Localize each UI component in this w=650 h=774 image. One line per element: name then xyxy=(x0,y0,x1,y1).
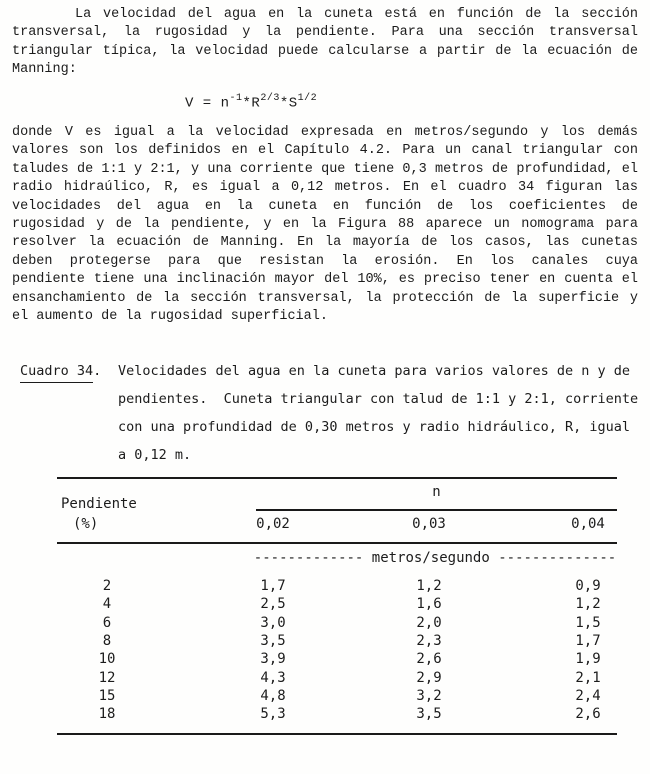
cell-n004: 1,2 xyxy=(575,596,601,612)
caption-line: a 0,12 m. xyxy=(118,447,192,463)
col-header-n004: 0,04 xyxy=(571,516,605,532)
cell-n003: 2,6 xyxy=(416,651,442,667)
text-line: Manning: xyxy=(12,62,77,78)
text-line: donde V es igual a la velocidad expresada en metros/segundo y los demás xyxy=(12,125,638,140)
cell-slope: 12 xyxy=(98,670,116,686)
formula-term: *R xyxy=(242,95,261,112)
text-line: triangular típica, la velocidad puede calcularse a partir de la ecuación de xyxy=(12,43,638,59)
table-header-rule xyxy=(57,542,617,544)
table-row xyxy=(57,632,617,650)
table-row xyxy=(57,595,617,613)
cell-n003: 2,9 xyxy=(416,670,442,686)
cell-n002: 2,5 xyxy=(260,596,286,612)
cell-n003: 2,0 xyxy=(416,615,442,631)
table-row xyxy=(57,669,617,687)
table-caption xyxy=(118,357,643,469)
caption-label-period: . xyxy=(93,363,102,379)
col-header-n002: 0,02 xyxy=(256,516,290,532)
formula-exponent: 2/3 xyxy=(260,93,280,104)
intro-paragraph xyxy=(12,6,638,80)
units-divider-line: ------------- metros/segundo -------------- xyxy=(253,550,617,566)
text-line: radio hidraúlico, R, es igual a 0,12 metros. En el cuadro 34 figuran las xyxy=(12,180,638,196)
n-group-header: n xyxy=(432,484,441,500)
manning-formula xyxy=(185,94,317,112)
text-line: taludes de 1:1 y 2:1, y una corriente que tiene 0,3 metros de profundidad, el xyxy=(12,161,638,177)
formula-exponent: -1 xyxy=(229,93,243,104)
table-row xyxy=(57,705,617,723)
text-line: deben protegerse para que resistan la erosión. En los canales cuya xyxy=(12,253,638,269)
cell-n002: 5,3 xyxy=(260,706,286,722)
cell-slope: 6 xyxy=(102,615,112,631)
cell-n004: 2,4 xyxy=(575,688,601,704)
caption-line: pendientes. Cuneta triangular con talud de 1:1 y 2:1, corriente xyxy=(118,391,639,407)
velocity-table xyxy=(57,470,617,750)
caption-line: con una profundidad de 0,30 metros y radio hidráulico, R, igual xyxy=(118,419,631,435)
table-caption-label xyxy=(20,357,101,385)
cell-n003: 3,2 xyxy=(416,688,442,704)
cell-n002: 4,8 xyxy=(260,688,286,704)
formula-exponent: 1/2 xyxy=(297,93,318,104)
caption-line: Velocidades del agua en la cuneta para varios valores de n y de xyxy=(118,363,631,379)
text-line: velocidades del agua en la cuneta en función de los coeficientes de xyxy=(12,198,638,214)
body-paragraph xyxy=(12,124,638,326)
formula-term: *S xyxy=(279,95,298,112)
cell-slope: 10 xyxy=(98,651,116,667)
row-header-unit: (%) xyxy=(73,516,99,532)
formula-term: V = n xyxy=(185,95,230,112)
text-line: resolver la ecuación de Manning. En la mayoría de los casos, las cunetas xyxy=(12,235,638,251)
cell-slope: 15 xyxy=(98,688,116,704)
table-row xyxy=(57,650,617,668)
cell-n002: 4,3 xyxy=(260,670,286,686)
n-group-rule xyxy=(256,509,617,511)
cell-n003: 2,3 xyxy=(416,633,442,649)
text-line: valores son los definidos en el Capítulo 4.2. Para un canal triangular con xyxy=(12,143,638,159)
table-row xyxy=(57,687,617,705)
cell-n003: 1,6 xyxy=(416,596,442,612)
text-line: ensanchamiento de la sección transversal, la protección de la superficie y xyxy=(12,290,638,306)
cell-n004: 1,9 xyxy=(575,651,601,667)
cell-slope: 18 xyxy=(98,706,116,722)
text-line: transversal, la rugosidad y la pendiente. Para una sección transversal xyxy=(12,25,638,41)
cell-n004: 1,7 xyxy=(575,633,601,649)
cell-n004: 2,1 xyxy=(575,670,601,686)
table-row xyxy=(57,614,617,632)
text-line: pendiente tiene una inclinación mayor del 10%, es preciso tener en cuenta el xyxy=(12,272,638,288)
cell-n003: 1,2 xyxy=(416,578,442,594)
row-header-label: Pendiente xyxy=(61,496,137,512)
cell-slope: 2 xyxy=(102,578,112,594)
caption-label-text: Cuadro 34 xyxy=(20,363,93,383)
cell-n003: 3,5 xyxy=(416,706,442,722)
cell-slope: 8 xyxy=(102,633,112,649)
cell-n002: 3,5 xyxy=(260,633,286,649)
text-line: La velocidad del agua en la cuneta está en función de la sección xyxy=(75,7,638,22)
cell-n002: 1,7 xyxy=(260,578,286,594)
table-top-rule xyxy=(57,477,617,479)
cell-n004: 0,9 xyxy=(575,578,601,594)
col-header-n003: 0,03 xyxy=(412,516,446,532)
text-line: el aumento de la rugosidad superficial. xyxy=(12,309,328,325)
table-row xyxy=(57,577,617,595)
cell-slope: 4 xyxy=(102,596,112,612)
text-line: rugosidad y de la pendiente, y en la Figura 88 aparece un nomograma para xyxy=(12,217,638,233)
cell-n002: 3,9 xyxy=(260,651,286,667)
cell-n002: 3,0 xyxy=(260,615,286,631)
cell-n004: 1,5 xyxy=(575,615,601,631)
cell-n004: 2,6 xyxy=(575,706,601,722)
table-bottom-rule xyxy=(57,733,617,735)
